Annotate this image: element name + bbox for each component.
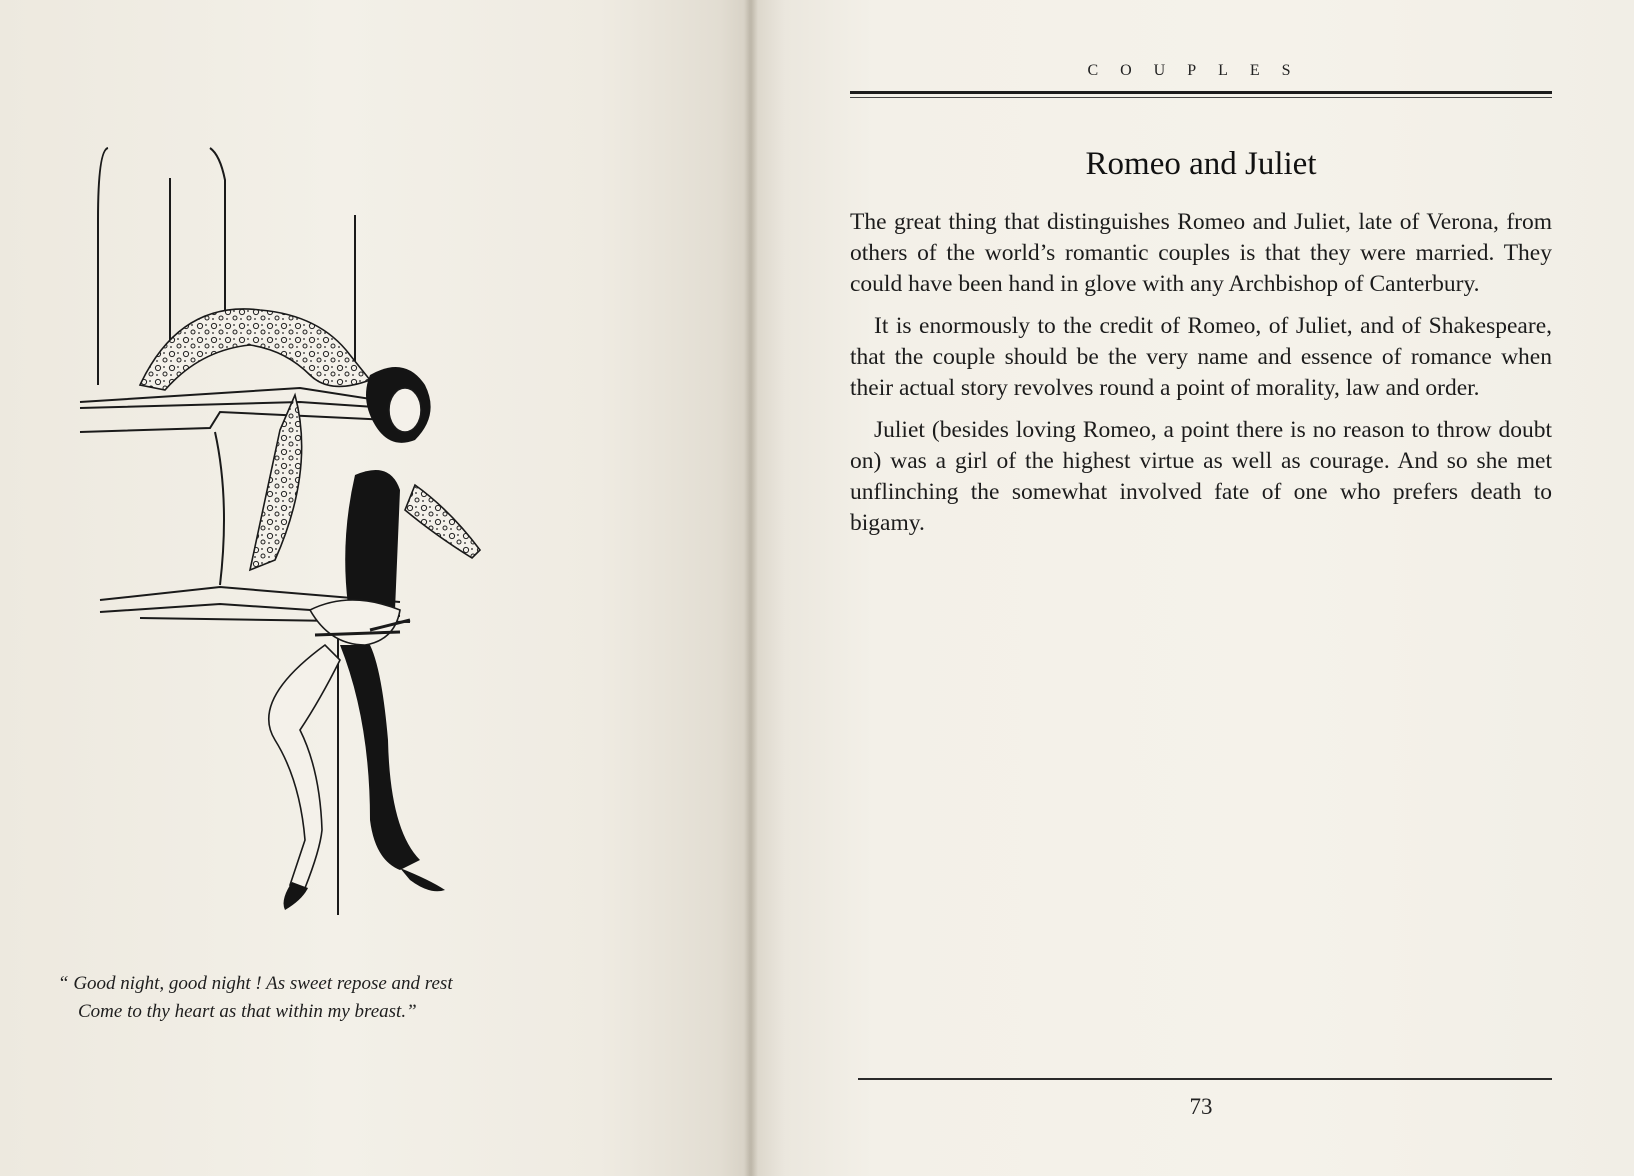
romeo-jerkin xyxy=(345,470,400,614)
running-head: COUPLES xyxy=(1087,62,1313,79)
juliet-face xyxy=(389,388,421,432)
paragraph-2: It is enormously to the credit of Romeo, of Juliet, and of Shakespeare, that the couple should be the very name and essence of romance when their actual story revolves round a point of morality, law and order. xyxy=(850,313,1552,401)
caption-line-2: Come to thy heart as that within my breast.” xyxy=(78,1001,417,1022)
left-page xyxy=(0,0,750,1176)
body-text xyxy=(850,207,1552,550)
juliet-arm xyxy=(250,395,302,570)
header-double-rule xyxy=(850,91,1552,100)
balcony-top xyxy=(80,388,390,408)
illustration-caption xyxy=(58,970,578,1026)
page-number: 73 xyxy=(1189,1094,1213,1119)
book-gutter xyxy=(744,0,758,1176)
juliet-sleeve xyxy=(140,309,370,390)
balcony-embrace-illustration xyxy=(70,140,530,940)
romeo-shoe-right xyxy=(400,868,445,891)
caption-line-1: “ Good night, good night ! As sweet repose and rest xyxy=(58,973,453,994)
chapter-title: Romeo and Juliet xyxy=(1085,146,1317,182)
romeo-leg-light xyxy=(269,645,340,888)
window-arch-left xyxy=(98,148,108,385)
romeo-leg-dark xyxy=(340,645,420,870)
paragraph-1: The great thing that distinguishes Romeo and Juliet, late of Verona, from others of the world’s romantic couples is that they were married. They could have been hand in glove with any Archbishop of Canterbury. xyxy=(850,209,1552,297)
paragraph-3: Juliet (besides loving Romeo, a point there is no reason to throw doubt on) was a girl of the highest virtue as well as courage. And so she met unflinching the somewhat involved fate of one who prefers death to bigamy. xyxy=(850,417,1552,536)
romeo-breeches xyxy=(310,600,400,645)
balcony-column xyxy=(215,432,224,585)
footer-rule xyxy=(858,1078,1552,1080)
juliet-arm-right xyxy=(405,485,480,558)
